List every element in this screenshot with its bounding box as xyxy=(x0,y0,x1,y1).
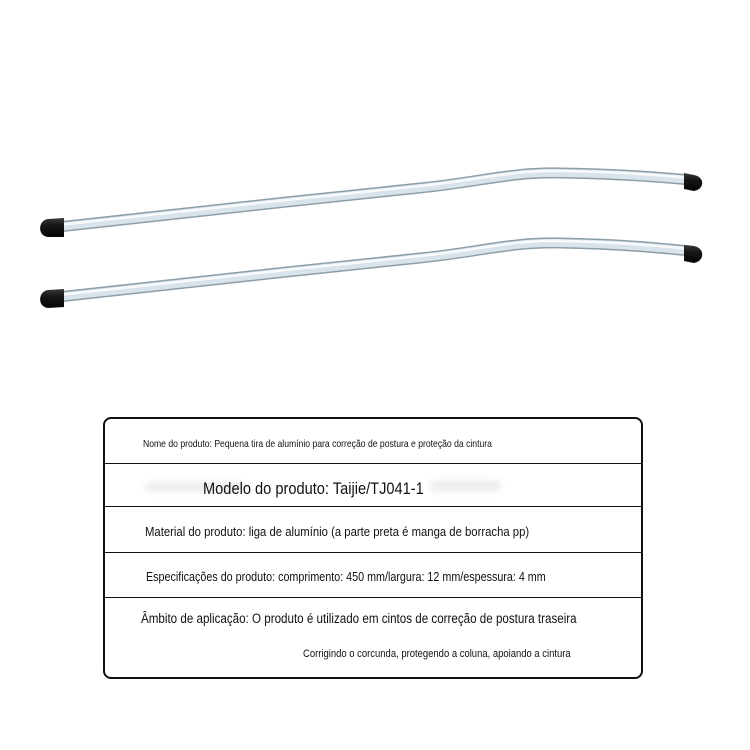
aluminium-strip-bottom xyxy=(40,241,702,308)
spec-row-model xyxy=(105,464,641,507)
product-specification-text: Especificações do produto: comprimento: 450 mm/largura: 12 mm/espessura: 4 mm xyxy=(146,570,546,584)
product-name-text: Nome do produto: Pequena tira de alumínio para correção de postura e proteção da cintura xyxy=(143,438,492,450)
product-model-text: Modelo do produto: Taijie/TJ041-1 xyxy=(203,479,424,498)
spec-row-scope xyxy=(105,598,641,679)
end-cap-right-top xyxy=(684,173,702,191)
spec-table xyxy=(103,417,643,679)
aluminium-strip-top xyxy=(40,171,702,237)
product-material-text: Material do produto: liga de alumínio (a parte preta é manga de borracha pp) xyxy=(145,524,530,539)
spec-row-name xyxy=(105,419,641,464)
spec-row-material xyxy=(105,507,641,553)
product-scope-detail-text: Corrigindo o corcunda, protegendo a coluna, apoiando a cintura xyxy=(303,648,571,660)
end-cap-left-top xyxy=(40,218,64,237)
spec-row-specification xyxy=(105,553,641,598)
product-scope-text: Âmbito de aplicação: O produto é utilizado em cintos de correção de postura traseira xyxy=(141,611,577,626)
end-cap-left-bottom xyxy=(40,289,64,308)
watermark-smudge xyxy=(430,480,500,492)
end-cap-right-bottom xyxy=(684,245,702,263)
